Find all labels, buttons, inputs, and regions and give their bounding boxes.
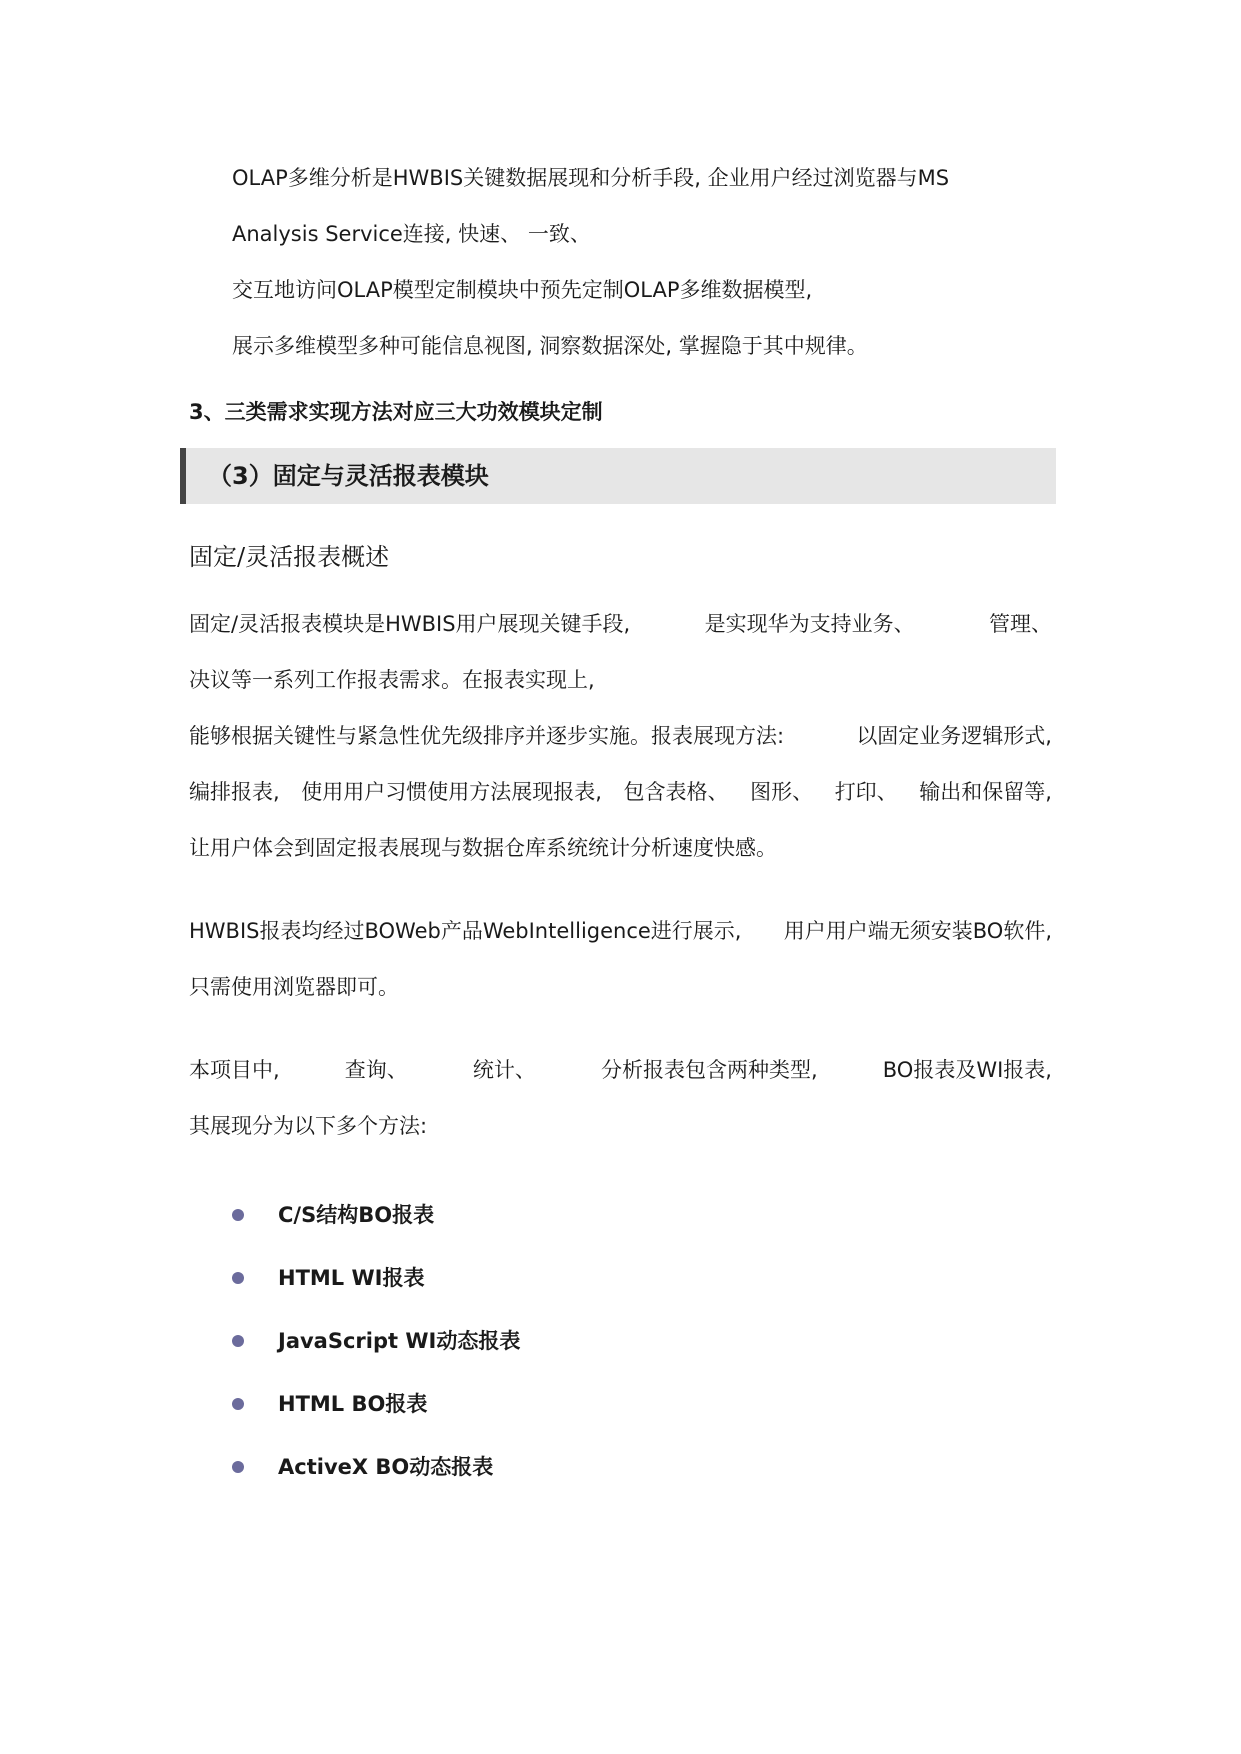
intro-line-3: 交互地访问OLAP模型定制模块中预先定制OLAP多维数据模型, — [232, 278, 813, 302]
text-segment: 编排报表, — [189, 780, 280, 804]
text-segment: 分析报表包含两种类型, — [600, 1058, 818, 1082]
text-segment: 使用用户习惯使用方法展现报表, — [301, 780, 602, 804]
text-segment: 是实现华为支持业务、 — [704, 612, 915, 636]
bullet-icon — [232, 1335, 244, 1347]
text-segment: 本项目中, — [189, 1058, 280, 1082]
para3-line-2: 其展现分为以下多个方法: — [189, 1114, 428, 1138]
bullet-icon — [232, 1272, 244, 1284]
text-segment: 输出和保留等, — [919, 780, 1052, 804]
overview-title: 固定/灵活报表概述 — [189, 543, 390, 571]
intro-line-4: 展示多维模型多种可能信息视图, 洞察数据深处, 掌握隐于其中规律。 — [232, 334, 868, 358]
section-heading: 3、三类需求实现方法对应三大功效模块定制 — [189, 400, 603, 424]
text-segment: BO报表及WI报表, — [882, 1058, 1052, 1082]
para3-line-1 — [189, 1056, 1052, 1084]
list-item-label: ActiveX BO动态报表 — [278, 1455, 494, 1479]
text-segment: 以固定业务逻辑形式, — [856, 724, 1052, 748]
para1-line-3 — [189, 722, 1052, 750]
module-heading: （3）固定与灵活报表模块 — [208, 462, 489, 490]
intro-line-1: OLAP多维分析是HWBIS关键数据展现和分析手段, 企业用户经过浏览器与MS — [232, 166, 950, 190]
para2-line-2: 只需使用浏览器即可。 — [189, 975, 399, 999]
text-segment: 查询、 — [344, 1058, 408, 1082]
para1-line-4 — [189, 778, 1052, 806]
text-segment: 管理、 — [988, 612, 1052, 636]
bullet-icon — [232, 1398, 244, 1410]
text-segment: HWBIS报表均经过BOWeb产品WebIntelligence进行展示, — [189, 919, 742, 943]
text-segment: 能够根据关键性与紧急性优先级排序并逐步实施。报表展现方法: — [189, 724, 785, 748]
bullet-icon — [232, 1209, 244, 1221]
list-item-label: HTML WI报表 — [278, 1266, 425, 1290]
list-item-label: C/S结构BO报表 — [278, 1203, 435, 1227]
para1-line-2: 决议等一系列工作报表需求。在报表实现上, — [189, 668, 595, 692]
text-segment: 用户用户端无须安装BO软件, — [783, 919, 1052, 943]
text-segment: 包含表格、 — [623, 780, 729, 804]
para1-line-5: 让用户体会到固定报表展现与数据仓库系统统计分析速度快感。 — [189, 836, 777, 860]
text-segment: 固定/灵活报表模块是HWBIS用户展现关键手段, — [189, 612, 631, 636]
list-item-label: JavaScript WI动态报表 — [278, 1329, 521, 1353]
bullet-icon — [232, 1461, 244, 1473]
text-segment: 打印、 — [834, 780, 898, 804]
intro-line-2: Analysis Service连接, 快速、 一致、 — [232, 222, 591, 246]
module-heading-bar — [180, 448, 1056, 504]
text-segment: 图形、 — [750, 780, 814, 804]
para2-line-1 — [189, 917, 1052, 945]
list-item-label: HTML BO报表 — [278, 1392, 428, 1416]
text-segment: 统计、 — [472, 1058, 536, 1082]
para1-line-1 — [189, 610, 1052, 638]
